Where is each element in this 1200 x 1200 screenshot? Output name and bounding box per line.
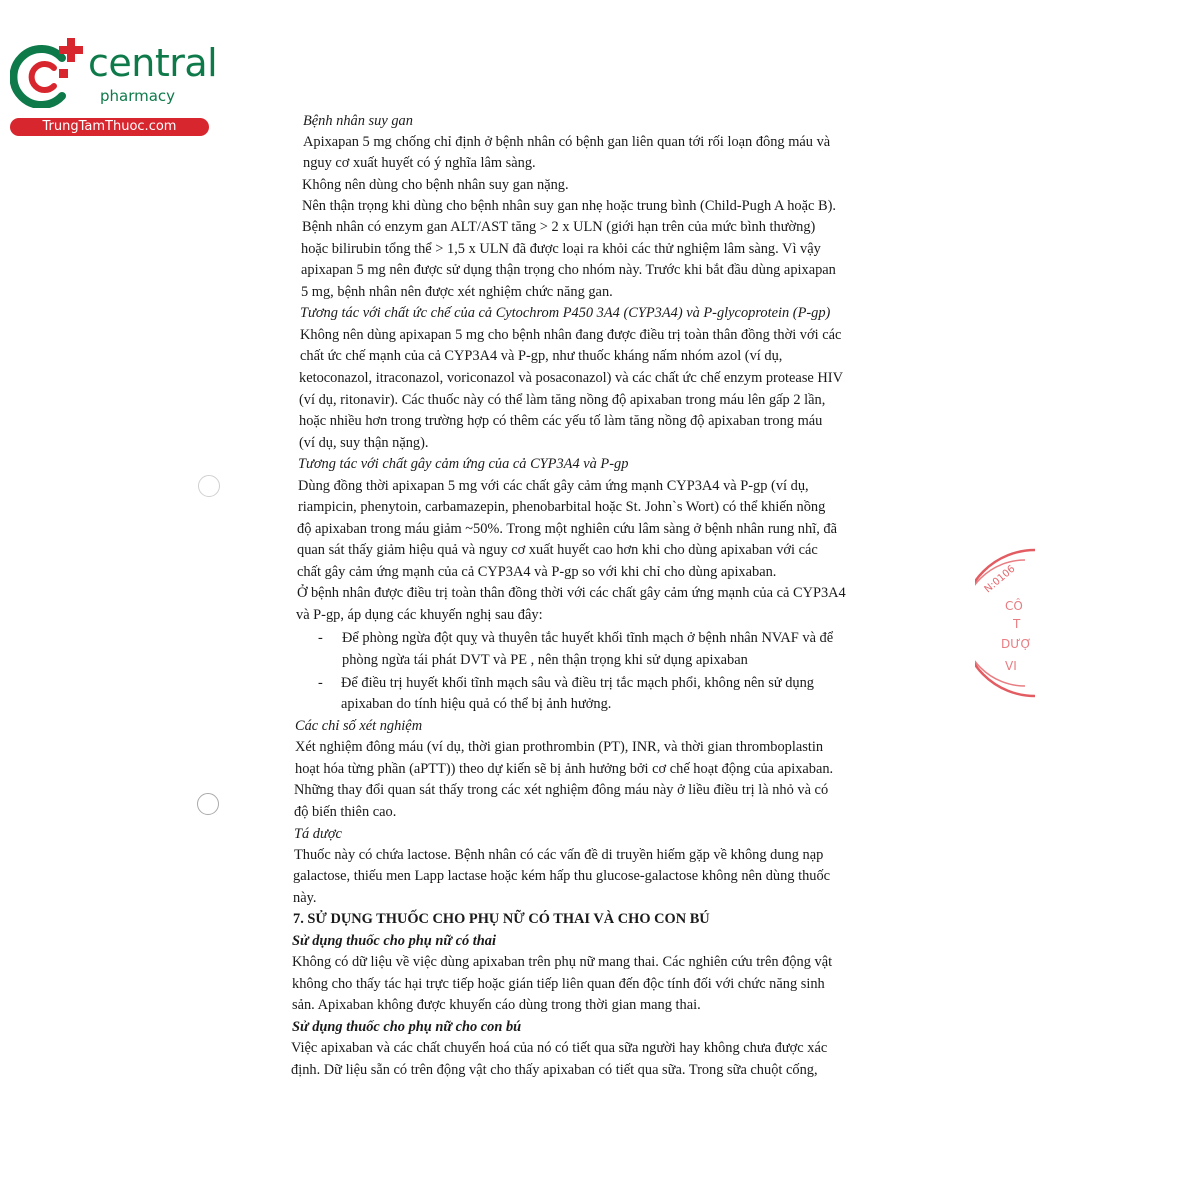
logo-brand-name: central	[88, 41, 218, 85]
text-line: không cho thấy tác hại trực tiếp hoặc gián tiếp liên quan đến độc tính đối với chức năng sinh	[292, 976, 825, 992]
text-line: Ở bệnh nhân được điều trị toàn thân đồng thời với các chất gây cảm ứng mạnh của cả CYP3A4	[297, 585, 846, 601]
text-line: Không có dữ liệu về việc dùng apixaban trên phụ nữ mang thai. Các nghiên cứu trên động vật	[292, 954, 833, 970]
text-line: 5 mg, bệnh nhân nên được xét nghiệm chức năng gan.	[301, 284, 613, 300]
text-line: Bệnh nhân có enzym gan ALT/AST tăng > 2 x ULN (giới hạn trên của mức bình thường)	[302, 219, 816, 235]
subheading-pregnancy: Sử dụng thuốc cho phụ nữ có thai	[292, 933, 496, 949]
text-line: độ apixaban trong máu giảm ~50%. Trong một nghiên cứu lâm sàng ở bệnh nhân rung nhĩ, đã	[297, 521, 837, 537]
list-item-text: apixaban do tính hiệu quả có thể bị ảnh hưởng.	[341, 696, 612, 712]
list-item-text: phòng ngừa tái phát DVT và PE , nên thận trọng khi sử dụng apixaban	[342, 652, 748, 668]
heading-liver-impairment: Bệnh nhân suy gan	[303, 113, 413, 129]
text-line: định. Dữ liệu sẵn có trên động vật cho thấy apixaban có tiết qua sữa. Trong sữa chuột cống,	[291, 1062, 818, 1078]
text-line: hoặc bilirubin tổng thể > 1,5 x ULN đã được loại ra khỏi các thử nghiệm lâm sàng. Vì vậy	[301, 241, 821, 257]
list-bullet: -	[318, 630, 323, 646]
text-line: và P-gp, áp dụng các khuyến nghị sau đây:	[296, 607, 543, 623]
text-line: ketoconazol, itraconazol, voriconazol và posaconazol) và các chất ức chế enzym protease HIV	[299, 370, 843, 386]
text-line: độ biến thiên cao.	[294, 804, 397, 820]
list-bullet: -	[318, 675, 323, 691]
text-line: Không nên dùng apixapan 5 mg cho bệnh nhân đang được điều trị toàn thân đồng thời với các	[300, 327, 842, 343]
svg-text:CÔ: CÔ	[1005, 599, 1023, 613]
subheading-lactation: Sử dụng thuốc cho phụ nữ cho con bú	[292, 1019, 522, 1035]
text-line: hoạt hóa từng phần (aPTT)) theo dự kiến sẽ bị ảnh hưởng bởi cơ chế hoạt động của apixaban.	[295, 761, 834, 777]
text-line: Việc apixaban và các chất chuyển hoá của nó có tiết qua sữa người hay không chưa được xác	[291, 1040, 828, 1056]
text-line: quan sát thấy giảm hiệu quả và nguy cơ xuất huyết cao hơn khi cho dùng apixaban với các	[297, 542, 818, 558]
text-line: chất gây cảm ứng mạnh của cả CYP3A4 và P-gp so với khi chỉ cho dùng apixaban.	[297, 564, 777, 580]
text-line: (ví dụ, ritonavir). Các thuốc này có thể làm tăng nồng độ apixaban trong máu lên gấp 2 lần,	[299, 392, 826, 408]
text-line: riampicin, phenytoin, carbamazepin, phenobarbital hoặc St. John`s Wort) có thể khiến nồng	[298, 499, 826, 515]
text-line: (ví dụ, suy thận nặng).	[299, 435, 429, 451]
svg-text:T: T	[1013, 617, 1021, 631]
text-line: galactose, thiếu men Lapp lactase hoặc kém hấp thu glucose-galactose không nên dùng thuốc	[293, 868, 831, 884]
text-line: sản. Apixaban không được khuyến cáo dùng trong thời gian mang thai.	[292, 997, 701, 1013]
svg-text:N:0106: N:0106	[982, 563, 1018, 596]
section-heading-pregnancy-lactation: 7. SỬ DỤNG THUỐC CHO PHỤ NỮ CÓ THAI VÀ CHO CON BÚ	[293, 911, 710, 927]
svg-text:DƯỢ: DƯỢ	[1001, 637, 1032, 651]
svg-text:VI: VI	[1005, 659, 1017, 673]
list-item-text: Để phòng ngừa đột quỵ và thuyên tắc huyết khối tĩnh mạch ở bệnh nhân NVAF và để	[342, 630, 834, 646]
text-line: chất ức chế mạnh của cả CYP3A4 và P-gp, như thuốc kháng nấm nhóm azol (ví dụ,	[300, 348, 783, 364]
text-line: Nên thận trọng khi dùng cho bệnh nhân suy gan nhẹ hoặc trung bình (Child-Pugh A hoặc B).	[302, 198, 836, 214]
logo-brand-sub: pharmacy	[100, 87, 176, 105]
text-line: Những thay đổi quan sát thấy trong các xét nghiệm đông máu này ở liều điều trị là nhỏ và có	[294, 782, 829, 798]
text-line: Apixapan 5 mg chống chỉ định ở bệnh nhân có bệnh gan liên quan tới rối loạn đông máu và	[303, 134, 831, 150]
text-line: hoặc nhiều hơn trong trường hợp có thêm các yếu tố làm tăng nồng độ apixaban trong máu	[299, 413, 823, 429]
text-line: apixapan 5 mg nên được sử dụng thận trọng cho nhóm này. Trước khi bắt đầu dùng apixapan	[301, 262, 836, 278]
text-line: Dùng đồng thời apixapan 5 mg với các chất gây cảm ứng mạnh CYP3A4 và P-gp (ví dụ,	[298, 478, 809, 494]
text-line: Không nên dùng cho bệnh nhân suy gan nặng.	[302, 177, 569, 193]
text-line: nguy cơ xuất huyết có ý nghĩa lâm sàng.	[303, 155, 536, 171]
heading-excipients: Tá dược	[294, 826, 342, 842]
text-line: Thuốc này có chứa lactose. Bệnh nhân có các vấn đề di truyền hiếm gặp về không dung nạp	[294, 847, 824, 863]
heading-cyp3a4-inducers: Tương tác với chất gây cảm ứng của cả CYP3A4 và P-gp	[298, 456, 629, 472]
text-line: Xét nghiệm đông máu (ví dụ, thời gian prothrombin (PT), INR, và thời gian thromboplastin	[295, 739, 824, 755]
list-item-text: Để điều trị huyết khối tĩnh mạch sâu và điều trị tắc mạch phổi, không nên sử dụng	[341, 675, 814, 691]
heading-cyp3a4-inhibitors: Tương tác với chất ức chế của cả Cytochrom P450 3A4 (CYP3A4) và P-glycoprotein (P-gp)	[300, 305, 831, 321]
logo-site-badge: TrungTamThuoc.com	[10, 118, 209, 136]
heading-lab-tests: Các chỉ số xét nghiệm	[295, 718, 423, 734]
text-line: này.	[293, 890, 317, 906]
